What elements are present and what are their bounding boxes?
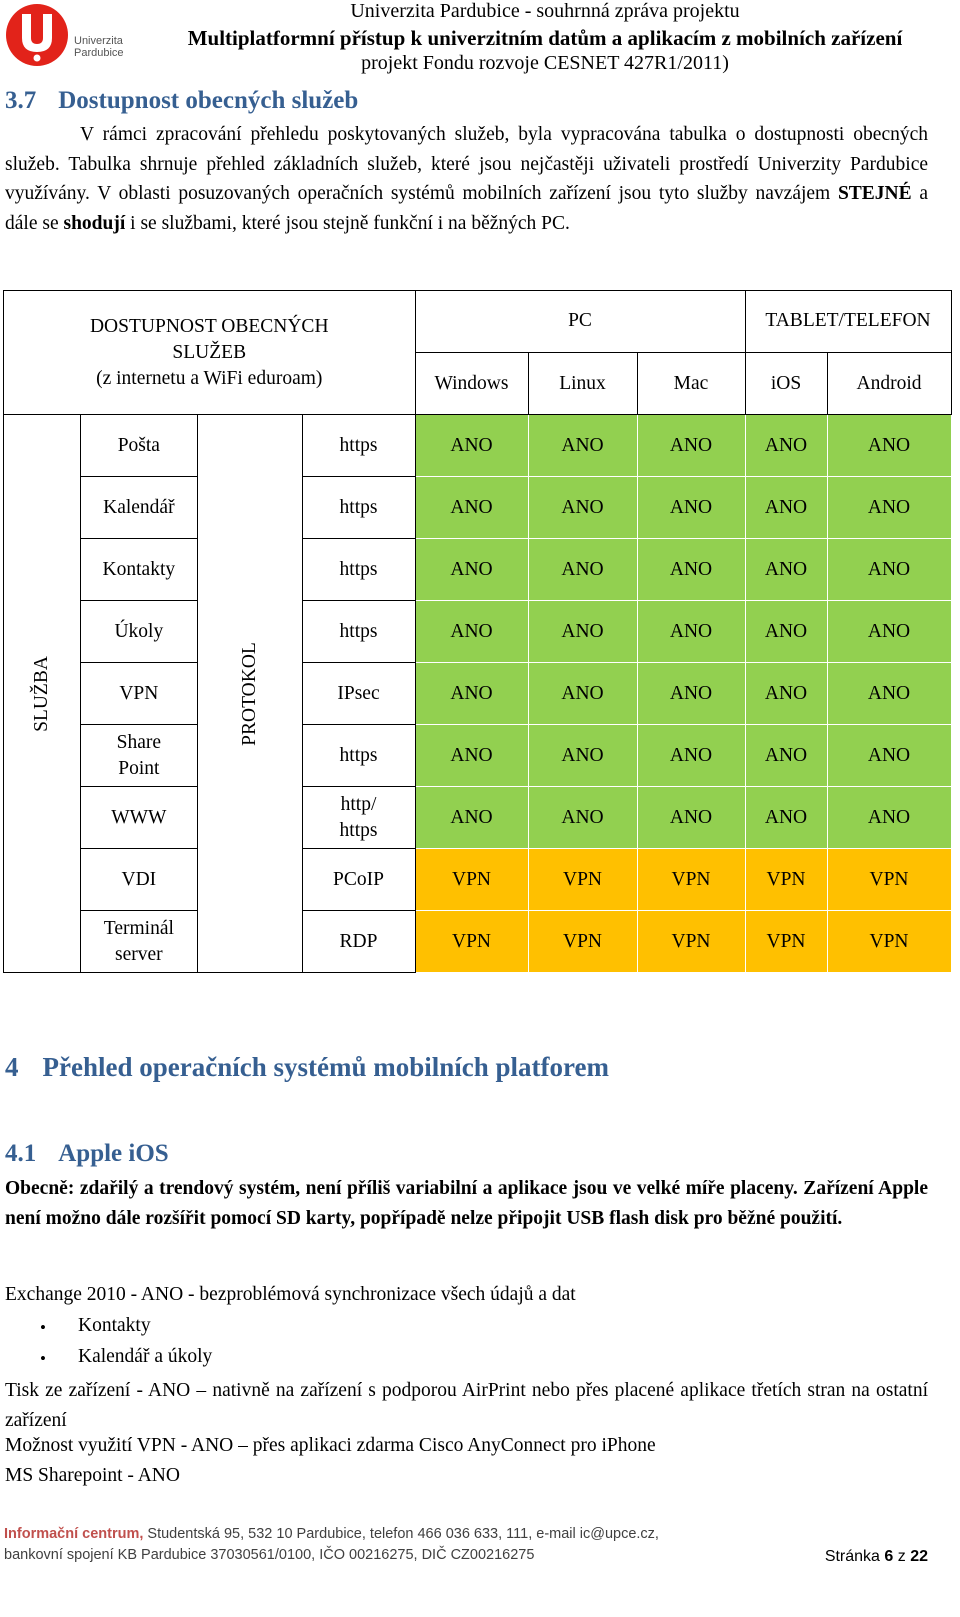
availability-cell: ANO xyxy=(415,415,528,477)
protocol-cell: PCoIP xyxy=(302,849,415,911)
section-title: Apple iOS xyxy=(58,1140,169,1167)
footer-address: Informační centrum, Studentská 95, 532 10 Pardubice, telefon 466 036 633, 111, e-mail ic@upce.cz, xyxy=(4,1526,659,1542)
availability-cell: VPN xyxy=(415,849,528,911)
bullet-icon: • xyxy=(40,1349,46,1368)
availability-table xyxy=(3,290,952,973)
protocol-cell: https xyxy=(302,415,415,477)
service-cell: Kontakty xyxy=(80,539,197,601)
availability-cell: ANO xyxy=(528,601,637,663)
availability-cell: VPN xyxy=(528,911,637,973)
protocol-cell: https xyxy=(302,725,415,787)
availability-cell: ANO xyxy=(745,787,827,849)
availability-cell: ANO xyxy=(745,477,827,539)
availability-cell: ANO xyxy=(637,787,745,849)
availability-cell: VPN xyxy=(528,849,637,911)
availability-cell: ANO xyxy=(637,663,745,725)
availability-cell: ANO xyxy=(745,539,827,601)
vpn-line: Možnost využití VPN - ANO – přes aplikaci zdarma Cisco AnyConnect pro iPhone xyxy=(5,1435,656,1456)
availability-cell: ANO xyxy=(415,725,528,787)
page-number: Stránka 6 z 22 xyxy=(824,1548,928,1565)
availability-cell: ANO xyxy=(745,601,827,663)
service-cell: Pošta xyxy=(80,415,197,477)
service-cell: WWW xyxy=(80,787,197,849)
table-row xyxy=(4,477,952,539)
availability-cell: ANO xyxy=(415,477,528,539)
sharepoint-line: MS Sharepoint - ANO xyxy=(5,1465,180,1486)
availability-cell: ANO xyxy=(827,539,951,601)
section-number: 4 xyxy=(5,1052,19,1082)
table-row xyxy=(4,849,952,911)
availability-cell: ANO xyxy=(827,415,951,477)
availability-cell: ANO xyxy=(415,663,528,725)
protocol-cell: http/ https xyxy=(302,787,415,849)
availability-cell: ANO xyxy=(637,725,745,787)
protocol-cell: https xyxy=(302,477,415,539)
availability-cell: VPN xyxy=(745,911,827,973)
section-3-7-heading xyxy=(5,87,358,115)
protocol-cell: https xyxy=(302,539,415,601)
availability-cell: ANO xyxy=(827,787,951,849)
group-header-tablet: TABLET/TELEFON xyxy=(745,291,951,353)
bullet-item: Kalendář a úkoly xyxy=(78,1346,213,1367)
availability-cell: ANO xyxy=(528,539,637,601)
availability-cell: ANO xyxy=(827,725,951,787)
section-title: Přehled operačních systémů mobilních platforem xyxy=(42,1052,609,1082)
availability-cell: VPN xyxy=(637,849,745,911)
availability-cell: ANO xyxy=(827,477,951,539)
ios-summary-paragraph: Obecně: zdařilý a trendový systém, není příliš variabilní a aplikace jsou ve velké míře placeny. Zařízení Apple není možno dále rozšířit pomocí SD karty, popřípadě nelze připojit USB flash disk pro běžné použití. xyxy=(5,1178,928,1229)
print-paragraph: Tisk ze zařízení - ANO – nativně na zařízení s podporou AirPrint nebo přes placené aplikace třetích stran na ostatní zařízení xyxy=(5,1380,928,1431)
availability-cell: ANO xyxy=(528,663,637,725)
availability-cell: VPN xyxy=(637,911,745,973)
availability-cell: ANO xyxy=(637,415,745,477)
platform-header: Windows xyxy=(415,353,528,415)
section-number: 4.1 xyxy=(5,1140,37,1167)
availability-cell: ANO xyxy=(528,725,637,787)
header-line-3: projekt Fondu rozvoje CESNET 427R1/2011) xyxy=(361,52,729,74)
availability-cell: VPN xyxy=(745,849,827,911)
service-cell: Terminál server xyxy=(80,911,197,973)
header-line-1: Univerzita Pardubice - souhrnná zpráva projektu xyxy=(350,0,740,22)
protocol-cell: RDP xyxy=(302,911,415,973)
logo-word-1: Univerzita xyxy=(74,35,123,47)
availability-cell: ANO xyxy=(415,601,528,663)
service-cell: Kalendář xyxy=(80,477,197,539)
service-cell: VDI xyxy=(80,849,197,911)
table-row xyxy=(4,415,952,477)
service-cell: VPN xyxy=(80,663,197,725)
section-number: 3.7 xyxy=(5,87,37,114)
service-cell: Share Point xyxy=(80,725,197,787)
university-logo xyxy=(4,2,144,68)
section-4-heading xyxy=(5,1052,609,1083)
availability-cell: ANO xyxy=(637,477,745,539)
availability-cell: ANO xyxy=(415,787,528,849)
header-line-2: Multiplatformní přístup k univerzitním datům a aplikacím z mobilních zařízení xyxy=(187,26,903,50)
table-row xyxy=(4,601,952,663)
availability-cell: VPN xyxy=(827,911,951,973)
protocol-cell: IPsec xyxy=(302,663,415,725)
table-row xyxy=(4,911,952,973)
protocol-cell: https xyxy=(302,601,415,663)
table-row xyxy=(4,725,952,787)
table-row xyxy=(4,663,952,725)
availability-cell: ANO xyxy=(528,787,637,849)
platform-header: Linux xyxy=(528,353,637,415)
availability-cell: ANO xyxy=(745,725,827,787)
availability-cell: VPN xyxy=(827,849,951,911)
section-3-7-paragraph: V rámci zpracování přehledu poskytovaných služeb, byla vypracována tabulka o dostupnosti obecných služeb. Tabulka shrnuje přehled základních služeb, které jsou nejčastěji uživateli prostředí Univerzity Pardubice využívány. V oblasti posuzovaných operačních systémů mobilních zařízení jsou tyto služby navzájem STEJNÉ a dále se shodují i se službami, které jsou stejně funkční i na běžných PC. xyxy=(5,124,929,234)
availability-cell: ANO xyxy=(745,415,827,477)
availability-cell: ANO xyxy=(745,663,827,725)
platform-header: iOS xyxy=(745,353,827,415)
availability-cell: VPN xyxy=(415,911,528,973)
table-corner-header: DOSTUPNOST OBECNÝCH SLUŽEB (z internetu a WiFi eduroam) xyxy=(4,291,416,415)
platform-header: Mac xyxy=(637,353,745,415)
exchange-line: Exchange 2010 - ANO - bezproblémová synchronizace všech údajů a dat xyxy=(5,1284,576,1305)
footer-bank: bankovní spojení KB Pardubice 37030561/0100, IČO 00216275, DIČ CZ00216275 xyxy=(4,1547,535,1563)
availability-cell: ANO xyxy=(415,539,528,601)
table-row xyxy=(4,539,952,601)
availability-cell: ANO xyxy=(827,663,951,725)
section-title: Dostupnost obecných služeb xyxy=(58,87,359,114)
university-logo-icon xyxy=(4,2,70,68)
availability-cell: ANO xyxy=(827,601,951,663)
service-side-label: SLUŽBA xyxy=(4,415,81,973)
platform-header: Android xyxy=(827,353,951,415)
availability-cell: ANO xyxy=(637,539,745,601)
service-cell: Úkoly xyxy=(80,601,197,663)
logo-word-2: Pardubice xyxy=(74,47,124,59)
availability-cell: ANO xyxy=(637,601,745,663)
group-header-pc: PC xyxy=(415,291,745,353)
table-row xyxy=(4,787,952,849)
availability-cell: ANO xyxy=(528,477,637,539)
bullet-item: Kontakty xyxy=(78,1315,151,1336)
bullet-icon: • xyxy=(40,1318,46,1337)
availability-cell: ANO xyxy=(528,415,637,477)
protocol-side-label: PROTOKOL xyxy=(197,415,302,973)
section-4-1-heading xyxy=(5,1140,169,1168)
